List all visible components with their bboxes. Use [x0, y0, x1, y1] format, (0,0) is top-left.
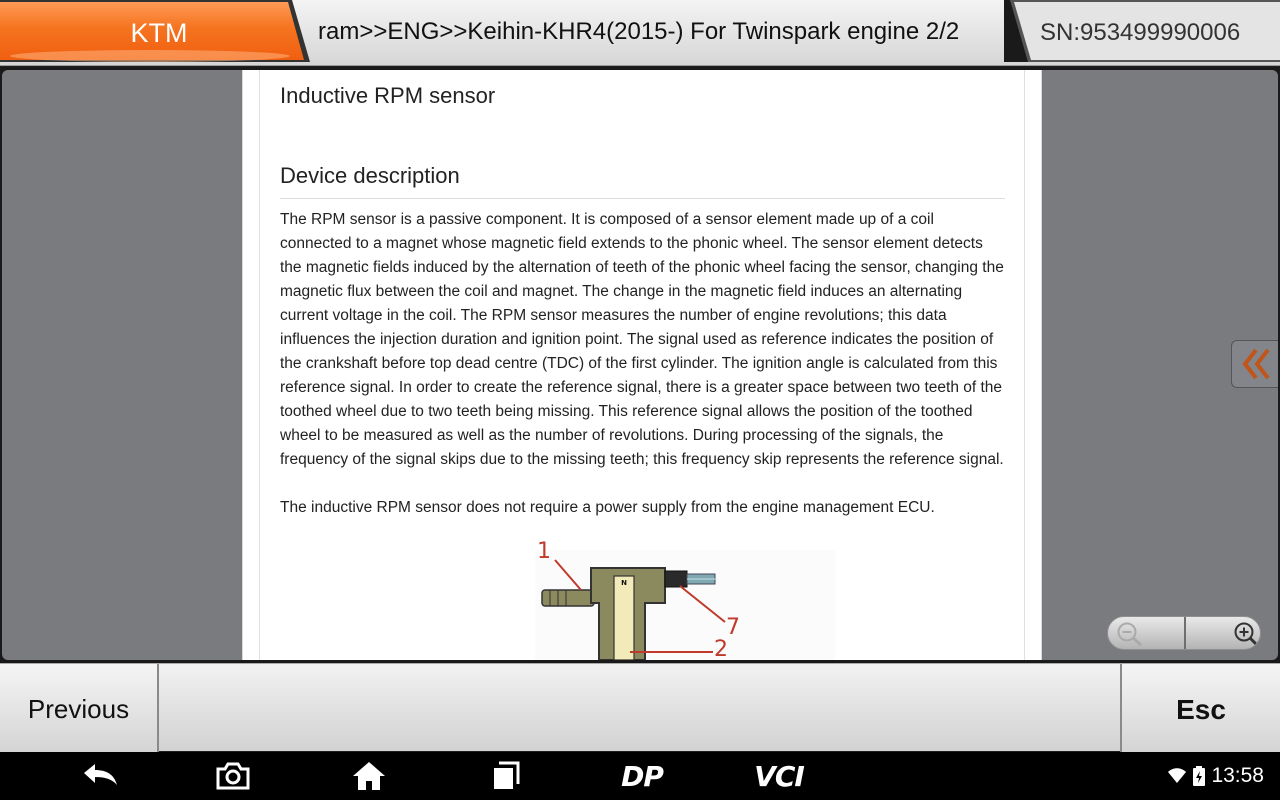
zoom-out-icon — [1116, 621, 1144, 647]
brand-label: KTM — [130, 18, 188, 48]
home-button[interactable] — [339, 756, 399, 796]
main-area — [0, 67, 1280, 663]
back-icon — [80, 761, 120, 791]
callout-1: 1 — [537, 539, 551, 564]
title-bar — [0, 0, 1280, 66]
battery-icon — [1193, 766, 1205, 786]
wifi-icon — [1167, 767, 1187, 785]
power-supply-note: The inductive RPM sensor does not require a power supply from the engine management ECU. — [280, 499, 935, 516]
zoom-control — [1107, 616, 1261, 650]
camera-icon — [215, 761, 251, 791]
callout-2: 2 — [714, 637, 728, 660]
status-area — [1167, 752, 1264, 800]
description-paragraph: The RPM sensor is a passive component. It is composed of a sensor element made up of a coil connected to a magnet whose magnetic field extends to the phonic wheel. The sensor element detects the magnetic fields induced by the alternation of teeth of the phonic wheel facing the sensor, changing the magnetic flux between the coil and magnet. The change in the magnetic field induces an alternating current voltage in the coil. The RPM sensor measures the number of engine revolutions; this data influences the injection duration and ignition point. The signal used as reference indicates the position of the crankshaft before top dead centre (TDC) of the first cylinder. The ignition angle is calculated from this reference signal. In order to create the reference signal, there is a greater space between two teeth of the toothed wheel due to two teeth being missing. This reference signal allows the position of the toothed wheel to be measured as well as the number of revolutions. During processing of the signals, the frequency of the signal skips due to the missing teeth; this frequency skip represents the reference signal. — [280, 211, 1004, 468]
serial-number: SN:953499990006 — [1040, 19, 1241, 46]
magnet-label: N — [621, 579, 627, 587]
recent-apps-icon — [490, 760, 522, 792]
previous-button[interactable]: Previous — [0, 664, 159, 752]
breadcrumb: ram>>ENG>>Keihin-KHR4(2015-) For Twinspark engine 2/2 — [318, 18, 960, 45]
section-divider — [280, 198, 1005, 199]
document-page[interactable] — [242, 70, 1042, 660]
zoom-out-button[interactable] — [1108, 617, 1184, 650]
section-title: Device description — [280, 163, 460, 188]
zoom-in-button[interactable] — [1186, 617, 1261, 650]
dp-button[interactable]: DP — [621, 759, 663, 793]
system-nav-bar — [0, 752, 1280, 800]
callout-7: 7 — [726, 615, 740, 640]
document-title: Inductive RPM sensor — [280, 83, 496, 108]
sensor-diagram — [525, 528, 855, 660]
esc-button[interactable]: Esc — [1120, 664, 1280, 752]
document-frame — [259, 70, 1025, 660]
back-button[interactable] — [70, 756, 130, 796]
recent-apps-button[interactable] — [476, 756, 536, 796]
collapse-chevron-icon — [1242, 348, 1272, 380]
viewer-panel — [2, 70, 1278, 660]
zoom-in-icon — [1230, 621, 1258, 647]
side-panel-toggle[interactable] — [1231, 340, 1278, 388]
clock: 13:58 — [1211, 764, 1264, 787]
vci-button[interactable]: VCI — [754, 759, 804, 793]
screenshot-button[interactable] — [203, 756, 263, 796]
action-bar — [0, 663, 1280, 751]
home-icon — [351, 760, 387, 792]
